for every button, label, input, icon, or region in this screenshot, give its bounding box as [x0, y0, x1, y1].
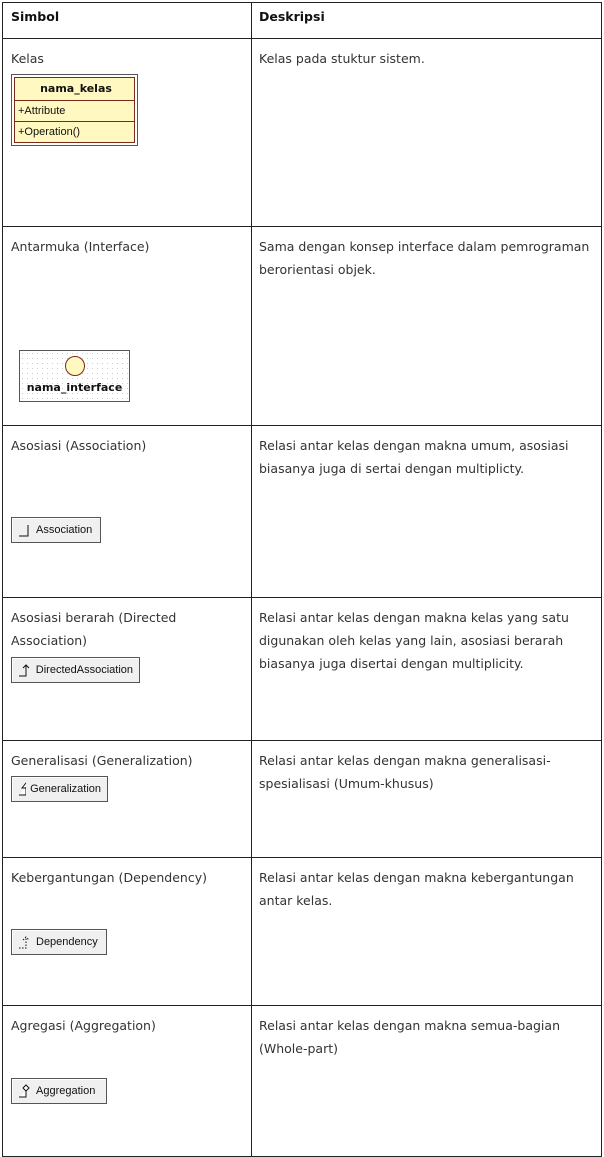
interface-label: nama_interface [26, 381, 123, 394]
symbol-name: Generalisasi (Generalization) [11, 753, 193, 768]
table-row [3, 858, 602, 1006]
dependency-label: Dependency [36, 936, 98, 948]
class-operation: +Operation() [15, 121, 134, 142]
symbol-description: Relasi antar kelas dengan makna kebergantungan antar kelas. [259, 870, 574, 908]
association-icon [18, 523, 32, 537]
aggregation-icon [18, 1084, 32, 1098]
table-row [3, 227, 602, 426]
aggregation-tool-button [11, 1078, 107, 1104]
generalization-label: Generalization [30, 783, 101, 795]
association-label: Association [36, 524, 93, 536]
table-row [3, 39, 602, 227]
class-attribute: +Attribute [15, 100, 134, 121]
table-row [3, 1006, 602, 1157]
symbol-name: Asosiasi (Association) [11, 438, 147, 453]
header-symbol: Simbol [11, 9, 60, 24]
symbol-name: Antarmuka (Interface) [11, 239, 150, 254]
symbol-description: Kelas pada stuktur sistem. [259, 51, 425, 66]
uml-symbol-table [2, 2, 602, 1157]
class-symbol [11, 74, 138, 146]
class-title: nama_kelas [40, 82, 112, 95]
generalization-tool-button [11, 776, 108, 802]
symbol-name: Kebergantungan (Dependency) [11, 870, 207, 885]
directed-association-tool-button [11, 657, 140, 683]
directed-association-icon [18, 663, 32, 677]
dependency-icon [18, 935, 32, 949]
symbol-description: Relasi antar kelas dengan makna umum, asosiasi biasanya juga di sertai dengan multiplicty. [259, 438, 569, 476]
dependency-tool-button [11, 929, 107, 955]
association-tool-button [11, 517, 101, 543]
directed-association-label: DirectedAssociation [35, 664, 133, 676]
table-header [3, 3, 602, 39]
table-row [3, 598, 602, 741]
symbol-name: Asosiasi berarah (Directed Association) [11, 610, 177, 648]
symbol-description: Sama dengan konsep interface dalam pemrograman berorientasi objek. [259, 239, 590, 277]
symbol-description: Relasi antar kelas dengan makna kelas yang satu digunakan oleh kelas yang lain, asosiasi berarah biasanya juga disertai dengan multiplicity. [259, 610, 569, 671]
aggregation-label: Aggregation [36, 1085, 96, 1097]
interface-circle-icon [65, 356, 85, 376]
symbol-description: Relasi antar kelas dengan makna semua-bagian (Whole-part) [259, 1018, 560, 1056]
symbol-name: Kelas [11, 51, 44, 66]
symbol-name: Agregasi (Aggregation) [11, 1018, 156, 1033]
symbol-description: Relasi antar kelas dengan makna generalisasi-spesialisasi (Umum-khusus) [259, 753, 551, 791]
table-row [3, 741, 602, 858]
generalization-icon [18, 782, 26, 796]
interface-symbol [19, 350, 130, 402]
table-row [3, 426, 602, 598]
header-description: Deskripsi [259, 9, 325, 24]
